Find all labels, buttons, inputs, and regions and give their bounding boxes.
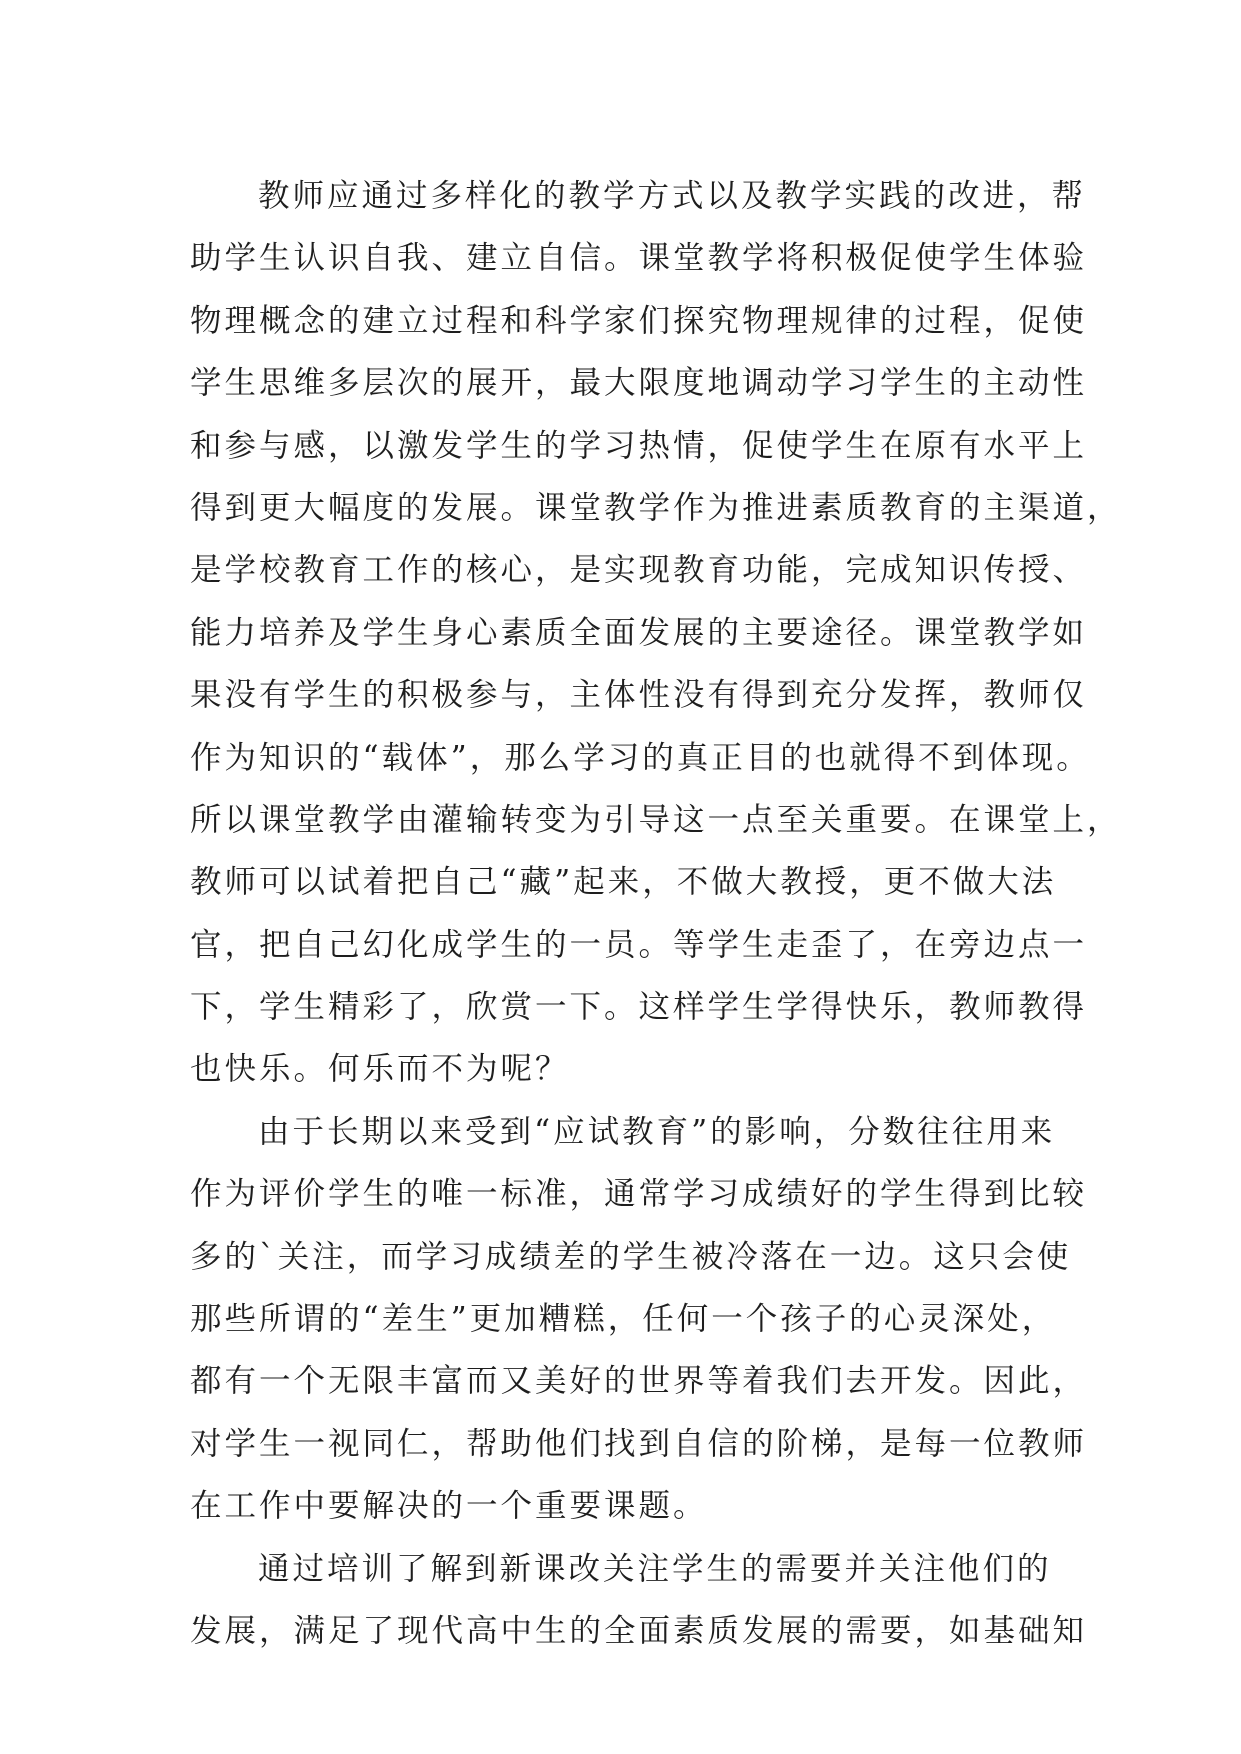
text-line: 物理概念的建立过程和科学家们探究物理规律的过程，促使 xyxy=(190,302,1088,339)
text-line: 和参与感，以激发学生的学习热情，促使学生在原有水平上 xyxy=(190,427,1088,464)
text-line: 在工作中要解决的一个重要课题。 xyxy=(190,1488,708,1525)
text-line: 教师应通过多样化的教学方式以及教学实践的改进，帮 xyxy=(258,178,1087,214)
text-line: 得到更大幅度的发展。课堂教学作为推进素质教育的主渠道， xyxy=(190,489,1122,526)
text-line: 多的`关注，而学习成绩差的学生被冷落在一边。这只会使 xyxy=(190,1238,1072,1275)
text-line: 教师可以试着把自己“藏”起来，不做大教授，更不做大法 xyxy=(190,864,1057,901)
text-line: 作为评价学生的唯一标准，通常学习成绩好的学生得到比较 xyxy=(190,1176,1088,1213)
text-line: 是学校教育工作的核心，是实现教育功能，完成知识传授、 xyxy=(190,552,1088,589)
text-line: 对学生一视同仁，帮助他们找到自信的阶梯，是每一位教师 xyxy=(190,1425,1088,1462)
text-line: 通过培训了解到新课改关注学生的需要并关注他们的 xyxy=(258,1550,1052,1587)
paragraph-3 xyxy=(190,1538,1088,1663)
text-line: 所以课堂教学由灌输转变为引导这一点至关重要。在课堂上， xyxy=(190,801,1122,838)
text-line: 作为知识的“载体”，那么学习的真正目的也就得不到体现。 xyxy=(190,739,1091,776)
text-line: 果没有学生的积极参与，主体性没有得到充分发挥，教师仅 xyxy=(190,677,1088,714)
text-line: 助学生认识自我、建立自信。课堂教学将积极促使学生体验 xyxy=(190,240,1088,277)
text-line: 官，把自己幻化成学生的一员。等学生走歪了，在旁边点一 xyxy=(190,926,1088,963)
text-line: 都有一个无限丰富而又美好的世界等着我们去开发。因此， xyxy=(190,1363,1088,1400)
text-line: 发展，满足了现代高中生的全面素质发展的需要，如基础知 xyxy=(190,1612,1088,1649)
body-text xyxy=(190,165,1122,1662)
text-line: 也快乐。何乐而不为呢？ xyxy=(190,1051,570,1088)
text-line: 下，学生精彩了，欣赏一下。这样学生学得快乐，教师教得 xyxy=(190,989,1088,1026)
text-line: 学生思维多层次的展开，最大限度地调动学习学生的主动性 xyxy=(190,365,1088,402)
text-line: 能力培养及学生身心素质全面发展的主要途径。课堂教学如 xyxy=(190,614,1088,651)
text-line: 由于长期以来受到“应试教育”的影响，分数往往用来 xyxy=(258,1113,1056,1150)
paragraph-1 xyxy=(190,165,1122,1101)
text-line: 那些所谓的“差生”更加糟糕，任何一个孩子的心灵深处， xyxy=(190,1301,1057,1338)
paragraph-2 xyxy=(190,1101,1088,1538)
